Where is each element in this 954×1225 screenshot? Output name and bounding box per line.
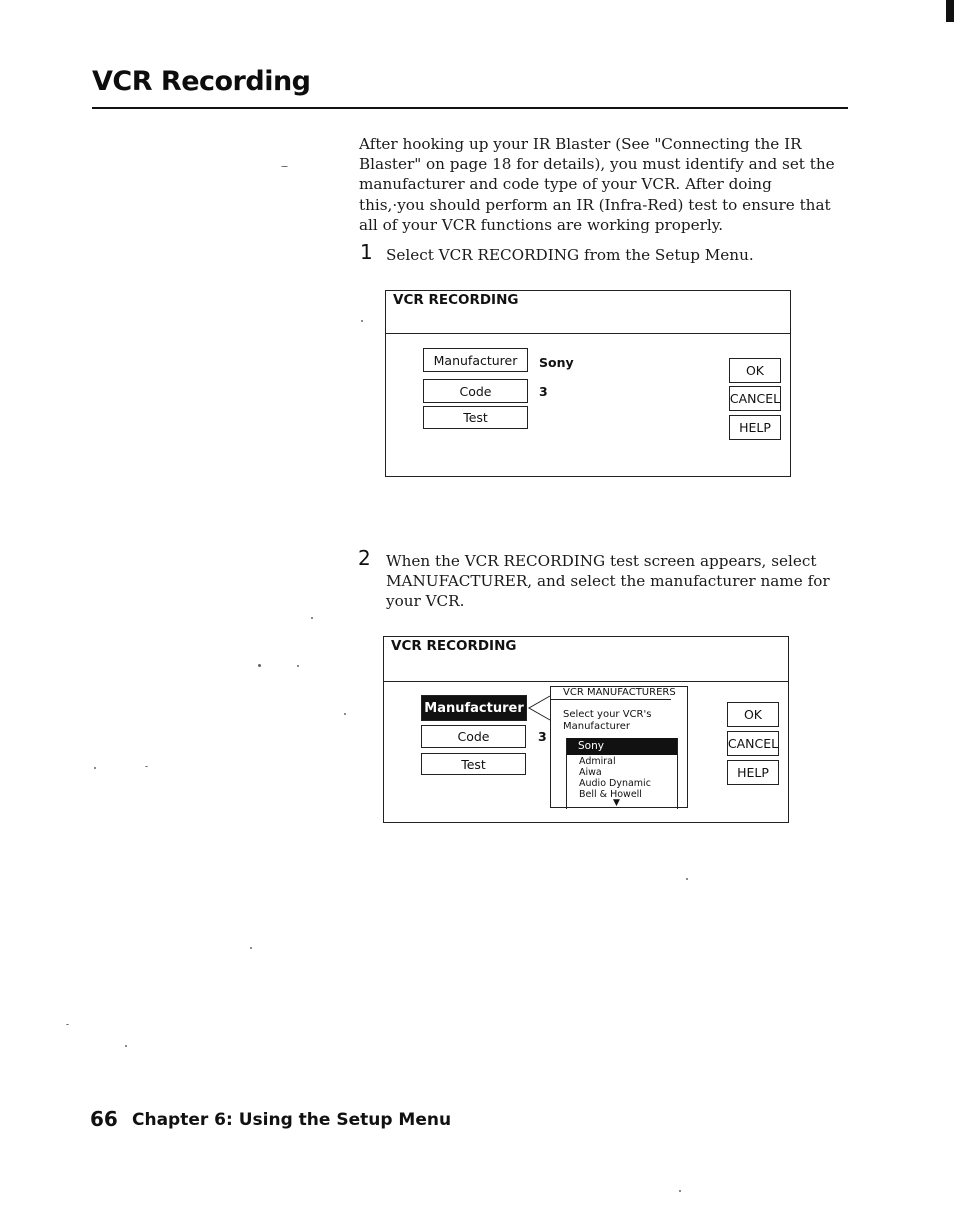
test-button[interactable]: Test: [421, 753, 526, 775]
manufacturers-popup: [550, 686, 688, 808]
scan-speck: [258, 664, 261, 667]
code-button[interactable]: Code: [423, 379, 528, 403]
page-number: 66: [90, 1107, 118, 1131]
code-value: 3: [538, 729, 547, 744]
scroll-down-arrow-icon[interactable]: ▼: [613, 798, 620, 808]
scan-speck: [125, 1045, 127, 1047]
screen-title: VCR RECORDING: [391, 638, 517, 654]
scan-speck: [94, 767, 96, 769]
scan-speck: [250, 947, 252, 949]
step-2-number: 2: [358, 546, 371, 570]
screen-header: [386, 291, 790, 334]
scan-speck: [297, 665, 299, 667]
screen-title: VCR RECORDING: [393, 292, 519, 308]
manufacturer-value: Sony: [539, 355, 574, 370]
vcr-recording-screen-2: [383, 636, 789, 823]
code-value: 3: [539, 384, 548, 399]
screen-header: [384, 637, 788, 682]
chapter-title: Chapter 6: Using the Setup Menu: [132, 1110, 452, 1130]
scan-speck: [311, 617, 313, 619]
edge-mark: [946, 0, 954, 22]
step-1-number: 1: [360, 240, 373, 264]
list-item[interactable]: Bell & Howell: [579, 789, 642, 800]
pointer-chevron-icon: [527, 695, 551, 721]
list-item-selected[interactable]: Sony: [567, 738, 677, 755]
test-button[interactable]: Test: [423, 406, 528, 429]
scan-speck: [686, 878, 688, 880]
help-button[interactable]: HELP: [727, 760, 779, 785]
step-1-text: Select VCR RECORDING from the Setup Menu.: [386, 246, 754, 264]
ok-button[interactable]: OK: [727, 702, 779, 727]
title-rule: [92, 107, 848, 109]
scan-speck: [66, 1024, 69, 1025]
scan-speck: [281, 166, 288, 167]
vcr-recording-screen-1: [385, 290, 791, 477]
list-item[interactable]: Aiwa: [579, 767, 602, 778]
cancel-button[interactable]: CANCEL: [729, 386, 781, 411]
popup-title: VCR MANUFACTURERS: [563, 687, 676, 698]
page-title: VCR Recording: [92, 66, 311, 97]
popup-title-rule: [551, 699, 671, 700]
popup-instruction: Select your VCR's Manufacturer: [563, 709, 652, 732]
scan-speck: [679, 1190, 681, 1192]
cancel-button[interactable]: CANCEL: [727, 731, 779, 756]
intro-paragraph: After hooking up your IR Blaster (See "Connecting the IR Blaster" on page 18 for details), you must identify and set the manufacturer and code type of your VCR. After doing this,·you should perform an IR (Infra-Red) test to ensure that all of your VCR functions are working properly.: [359, 135, 835, 234]
list-item[interactable]: Audio Dynamic: [579, 778, 651, 789]
scan-speck: [145, 766, 148, 767]
list-item[interactable]: Admiral: [579, 756, 616, 767]
ok-button[interactable]: OK: [729, 358, 781, 383]
step-2-text: When the VCR RECORDING test screen appears, select MANUFACTURER, and select the manufacturer name for your VCR.: [386, 552, 830, 611]
scan-speck: [361, 320, 363, 322]
help-button[interactable]: HELP: [729, 415, 781, 440]
manufacturer-list[interactable]: [566, 738, 678, 809]
scan-speck: [344, 713, 346, 715]
code-button[interactable]: Code: [421, 725, 526, 748]
manufacturer-button[interactable]: Manufacturer: [423, 348, 528, 372]
manufacturer-button-selected[interactable]: Manufacturer: [421, 695, 527, 721]
